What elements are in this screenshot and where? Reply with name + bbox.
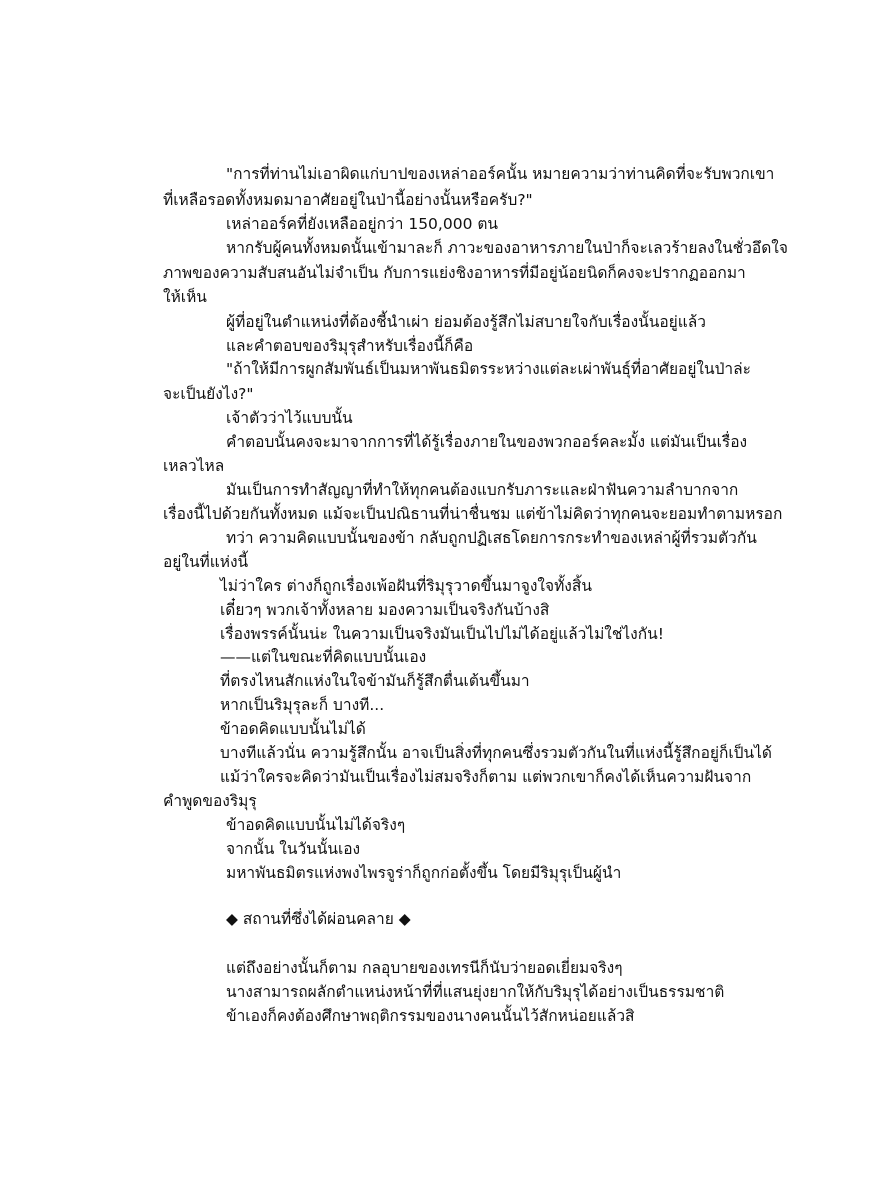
text-line: บางทีแล้วนั่น ความรู้สึกนั้น อาจเป็นสิ่งที่ทุกคนซึ่งรวมตัวกันในที่แห่งนี้รู้สึกอยู่ก็เป็นได้ (220, 744, 772, 762)
text-line: เหล่าออร์คที่ยังเหลืออยู่กว่า 150,000 ตน (226, 215, 499, 233)
section-heading: ◆ สถานที่ซึ่งได้ผ่อนคลาย ◆ (226, 910, 411, 928)
text-line: ไม่ว่าใคร ต่างก็ถูกเรื่องเพ้อฝันที่ริมุรุวาดขึ้นมาจูงใจทั้งสิ้น (220, 577, 592, 595)
text-line: หากเป็นริมุรุละก็ บางที... (220, 696, 385, 714)
text-line: เหลวไหล (163, 457, 225, 475)
text-line: อยู่ในที่แห่งนี้ (163, 553, 249, 571)
text-line: ข้าเองก็คงต้องศึกษาพฤติกรรมของนางคนนั้นไว้สักหน่อยแล้วสิ (226, 1007, 635, 1025)
text-line: คำพูดของริมุรุ (163, 792, 257, 810)
text-line: เจ้าตัวว่าไว้แบบนั้น (226, 409, 353, 427)
text-line: ——แต่ในขณะที่คิดแบบนั้นเอง (220, 648, 427, 666)
text-line: ข้าอดคิดแบบนั้นไม่ได้ (220, 720, 366, 738)
text-line: มันเป็นการทำสัญญาที่ทำให้ทุกคนต้องแบกรับภาระและฝ่าฟันความลำบากจาก (226, 481, 739, 499)
text-line: แต่ถึงอย่างนั้นก็ตาม กลอุบายของเทรนีก็นับว่ายอดเยี่ยมจริงๆ (226, 959, 623, 977)
text-line: จะเป็นยังไง?" (163, 385, 254, 403)
text-line: ผู้ที่อยู่ในตำแหน่งที่ต้องชี้นำเผ่า ย่อมต้องรู้สึกไม่สบายใจกับเรื่องนั้นอยู่แล้ว (226, 313, 706, 331)
text-line: "การที่ท่านไม่เอาผิดแก่บาปของเหล่าออร์คนั้น หมายความว่าท่านคิดที่จะรับพวกเขา (226, 165, 775, 183)
text-line: เรื่องนี้ไปด้วยกันทั้งหมด แม้จะเป็นปณิธานที่น่าชื่นชม แต่ข้าไม่คิดว่าทุกคนจะยอมทำตามหรอก (163, 505, 783, 523)
text-line: "ถ้าให้มีการผูกสัมพันธ์เป็นมหาพันธมิตรระหว่างแต่ละเผ่าพันธุ์ที่อาศัยอยู่ในป่าล่ะ (226, 360, 751, 378)
text-line: ที่เหลือรอดทั้งหมดมาอาศัยอยู่ในป่านี้อย่างนั้นหรือครับ?" (163, 191, 533, 209)
text-line: ให้เห็น (163, 288, 207, 306)
text-line: จากนั้น ในวันนั้นเอง (226, 840, 361, 858)
text-line: เรื่องพรรค์นั้นน่ะ ในความเป็นจริงมันเป็นไปไม่ได้อยู่แล้วไม่ใช่ไงกัน! (220, 625, 664, 643)
text-line: ข้าอดคิดแบบนั้นไม่ได้จริงๆ (226, 816, 406, 834)
text-line: แม้ว่าใครจะคิดว่ามันเป็นเรื่องไม่สมจริงก็ตาม แต่พวกเขาก็คงได้เห็นความฝันจาก (220, 768, 752, 786)
text-line: คำตอบนั้นคงจะมาจากการที่ได้รู้เรื่องภายในของพวกออร์คละมั้ง แต่มันเป็นเรื่อง (226, 433, 748, 451)
text-line: เดี๋ยวๆ พวกเจ้าทั้งหลาย มองความเป็นจริงกันบ้างสิ (220, 601, 550, 619)
text-line: ภาพของความสับสนอันไม่จำเป็น กับการแย่งชิงอาหารที่มีอยู่น้อยนิดก็คงจะปรากฏออกมา (163, 264, 746, 282)
text-line: หากรับผู้คนทั้งหมดนั้นเข้ามาละก็ ภาวะของอาหารภายในป่าก็จะเลวร้ายลงในชั่วอึดใจ (226, 239, 788, 257)
text-line: มหาพันธมิตรแห่งพงไพรจูร่าก็ถูกก่อตั้งขึ้น โดยมีริมุรุเป็นผู้นำ (226, 864, 622, 882)
text-line: ทว่า ความคิดแบบนั้นของข้า กลับถูกปฏิเสธโดยการกระทำของเหล่าผู้ที่รวมตัวกัน (226, 529, 757, 547)
text-line: นางสามารถผลักตำแหน่งหน้าที่ที่แสนยุ่งยากให้กับริมุรุได้อย่างเป็นธรรมชาติ (226, 983, 725, 1001)
text-line: และคำตอบของริมุรุสำหรับเรื่องนี้ก็คือ (226, 337, 474, 355)
text-line: ที่ตรงไหนสักแห่งในใจข้ามันก็รู้สึกตื่นเต้นขึ้นมา (220, 672, 530, 690)
